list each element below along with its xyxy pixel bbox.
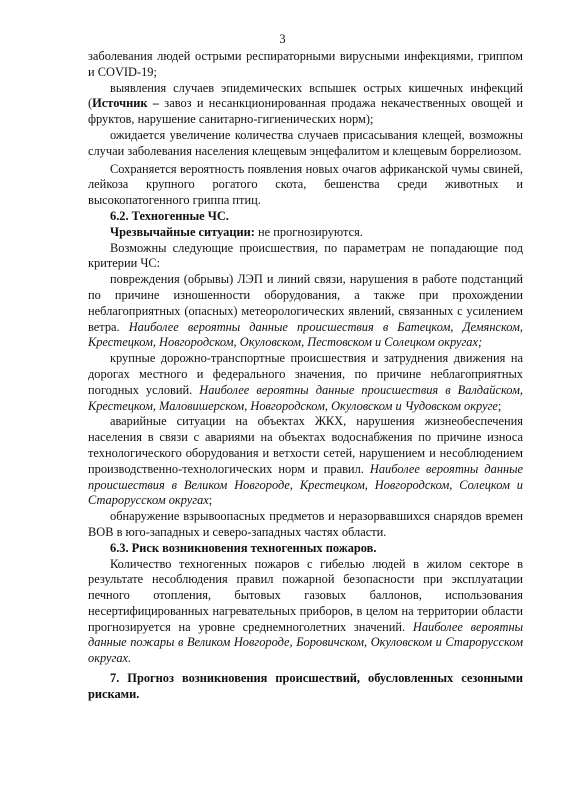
paragraph [88,128,523,160]
heading-text: 6.3. Риск возникновения техногенных пожаров. [110,540,377,555]
section-heading-6-3 [88,541,523,557]
paragraph-text: не прогнозируются. [254,224,363,239]
paragraph [88,351,523,414]
paragraph [88,509,523,541]
paragraph-text: повреждения (обрывы) ЛЭП и линий связи, нарушения в работе подстанций по причине изношенности оборудования, а также при прохождении неблагоприятных (опасных) метеорологических явлений, связанных с усилением ветра. [88,272,523,334]
page-number: 3 [279,32,286,46]
paragraph [88,81,523,128]
paragraph-text: Сохраняется вероятность появления новых очагов африканской чумы свиней, лейкоза крупного рогатого скота, бешенства среди животных и высокопатогенного гриппа птиц. [88,161,523,208]
italic-text: Наиболее вероятны данные происшествия в Великом Новгороде, Крестецком, Новгородском, Солецком и Старорусском округах [88,461,524,508]
paragraph [88,49,523,81]
bold-text: Чрезвычайные ситуации: [110,224,255,239]
paragraph-text: аварийные ситуации на объектах ЖКХ, нарушения жизнеобеспечения населения в связи с авариями на объектах водоснабжения по причине износа технологического оборудования и ветхости сетей, нарушением и несоблюдением производственно-технологических норм и правил. [88,414,523,476]
paragraph-text: выявления случаев эпидемических вспышек острых кишечных инфекций ( [88,80,523,111]
paragraph-text: завоз и несанкционированная продажа некачественных овощей и фруктов, нарушение санитарно-гигиенических норм); [88,96,524,127]
italic-text: Наиболее вероятны данные пожары в Великом Новгороде, Боровичском, Окуловском и Старорусском округах. [88,619,523,666]
paragraph-text: ожидается увеличение количества случаев присасывания клещей, возможны случаи заболевания населения клещевым энцефалитом и клещевым боррелиозом. [88,127,523,158]
paragraph [88,162,523,209]
section-heading-7 [88,671,523,703]
paragraph-text: ; [208,493,213,508]
paragraph [88,225,523,241]
paragraph-text: ; [497,398,502,413]
heading-text: 7. Прогноз возникновения происшествий, обусловленных сезонными рисками. [88,671,523,701]
section-heading-6-2 [88,209,523,225]
italic-text: Наиболее вероятны данные происшествия в Батецком, Демянском, Крестецком, Новгородском, Окуловском, Пестовском и Солецком округах; [88,319,524,350]
document-body [88,49,523,705]
paragraph [88,557,523,668]
italic-text: Наиболее вероятны данные происшествия в Валдайском, Крестецком, Маловишерском, Новгородском, Окуловском и Чудовском округе [88,382,523,413]
paragraph [88,272,523,351]
paragraph-text: Возможны следующие происшествия, по параметрам не попадающие под критерии ЧС: [88,240,523,271]
paragraph-text: Количество техногенных пожаров с гибелью людей в жилом секторе в результате несоблюдения правил пожарной безопасности при эксплуатации печного отопления, бытовых газовых баллонов, использования несертифицированных нагревательных приборов, в целом на территории области прогнозируется на уровне среднемноголетних значений. [88,556,523,634]
paragraph [88,241,523,273]
paragraph-text: обнаружение взрывоопасных предметов и неразорвавшихся снарядов времен ВОВ в юго-западных и северо-западных частях области. [88,509,523,539]
heading-text: 6.2. Техногенные ЧС. [110,208,229,223]
bold-text: Источник – [92,96,159,111]
paragraph-text: заболевания людей острыми респираторными вирусными инфекциями, гриппом и COVID-19; [88,49,523,79]
paragraph [88,414,523,509]
paragraph-text: крупные дорожно-транспортные происшествия и затруднения движения на дорогах местного и федерального значения, по причине неблагоприятных погодных условий. [88,351,523,397]
